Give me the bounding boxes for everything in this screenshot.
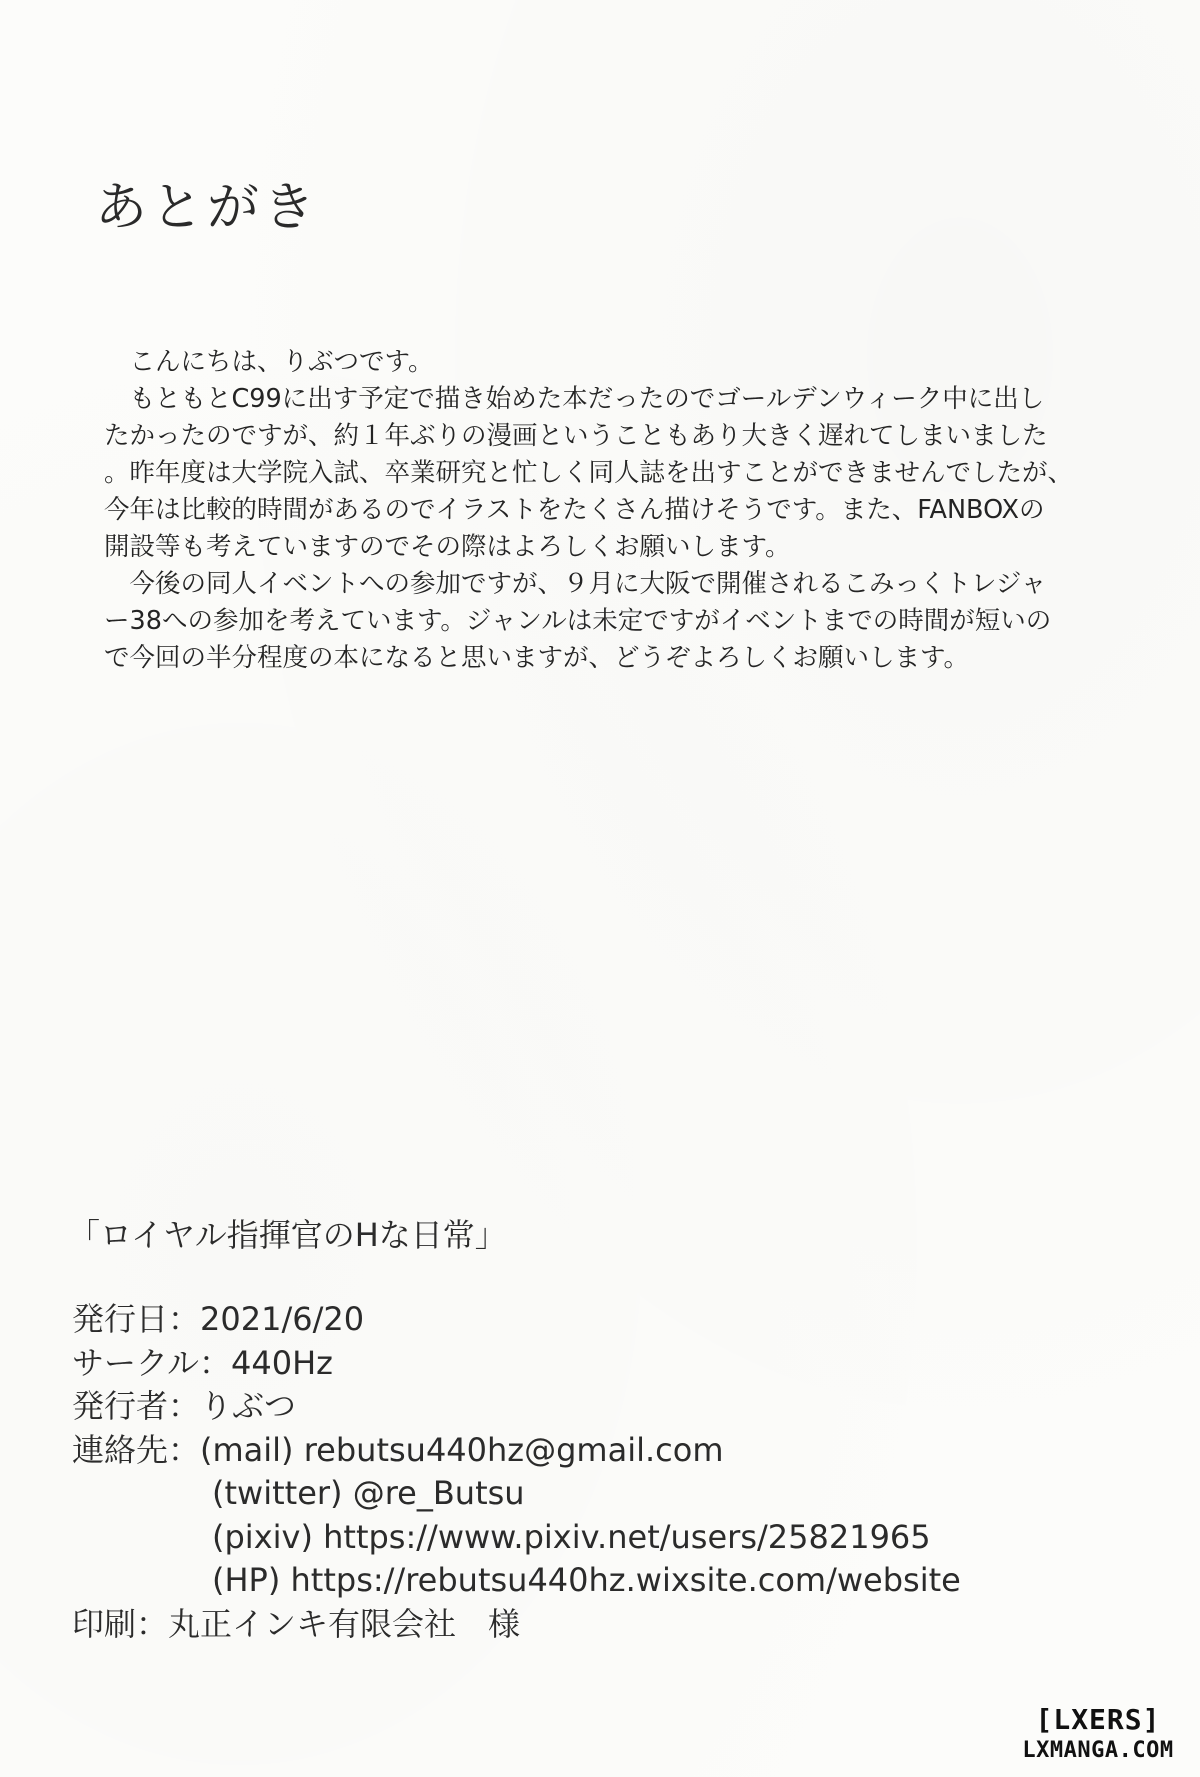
contact-twitter: (twitter) @re_Butsu (212, 1474, 525, 1512)
watermark-bottom: LXMANGA.COM (1022, 1738, 1174, 1763)
afterword-line: 今年は比較的時間があるのでイラストをたくさん描けそうです。また、FANBOXの (104, 495, 1045, 525)
watermark (1008, 1703, 1188, 1765)
afterword-body (104, 344, 1104, 677)
afterword-line: 。昨年度は大学院入試、卒業研究と忙しく同人誌を出すことができませんでしたが、 (104, 458, 1074, 488)
afterword-line: こんにちは、りぶつです。 (104, 347, 434, 377)
afterword-line: 今後の同人イベントへの参加ですが、９月に大阪で開催されるこみっくトレジャ (104, 569, 1047, 599)
printer-name: 印刷：丸正インキ有限会社 様 (72, 1604, 521, 1643)
circle-name: サークル：440Hz (72, 1343, 333, 1382)
watermark-top: [LXERS] (1035, 1703, 1161, 1736)
book-title: 「ロイヤル指揮官のHな日常」 (68, 1216, 507, 1254)
contact-mail: 連絡先：(mail) rebutsu440hz@gmail.com (72, 1430, 724, 1469)
afterword-line: 開設等も考えていますのでその際はよろしくお願いします。 (104, 532, 791, 562)
afterword-line: で今回の半分程度の本になると思いますが、どうぞよろしくお願いします。 (104, 643, 969, 673)
afterword-line: もともとC99に出す予定で描き始めた本だったのでゴールデンウィーク中に出し (104, 384, 1045, 414)
afterword-heading: あとがき (95, 178, 320, 238)
publisher-name: 発行者：りぶつ (72, 1387, 297, 1425)
afterword-line: たかったのですが、約１年ぶりの漫画ということもあり大きく遅れてしまいました (104, 421, 1048, 451)
afterword-line: ー38への参加を考えています。ジャンルは未定ですがイベントまでの時間が短いの (104, 606, 1052, 636)
colophon (72, 1298, 961, 1646)
contact-hp: (HP) https://rebutsu440hz.wixsite.com/website (212, 1561, 961, 1599)
contact-pixiv: (pixiv) https://www.pixiv.net/users/25821965 (212, 1517, 931, 1556)
issue-date: 発行日：2021/6/20 (72, 1300, 365, 1338)
